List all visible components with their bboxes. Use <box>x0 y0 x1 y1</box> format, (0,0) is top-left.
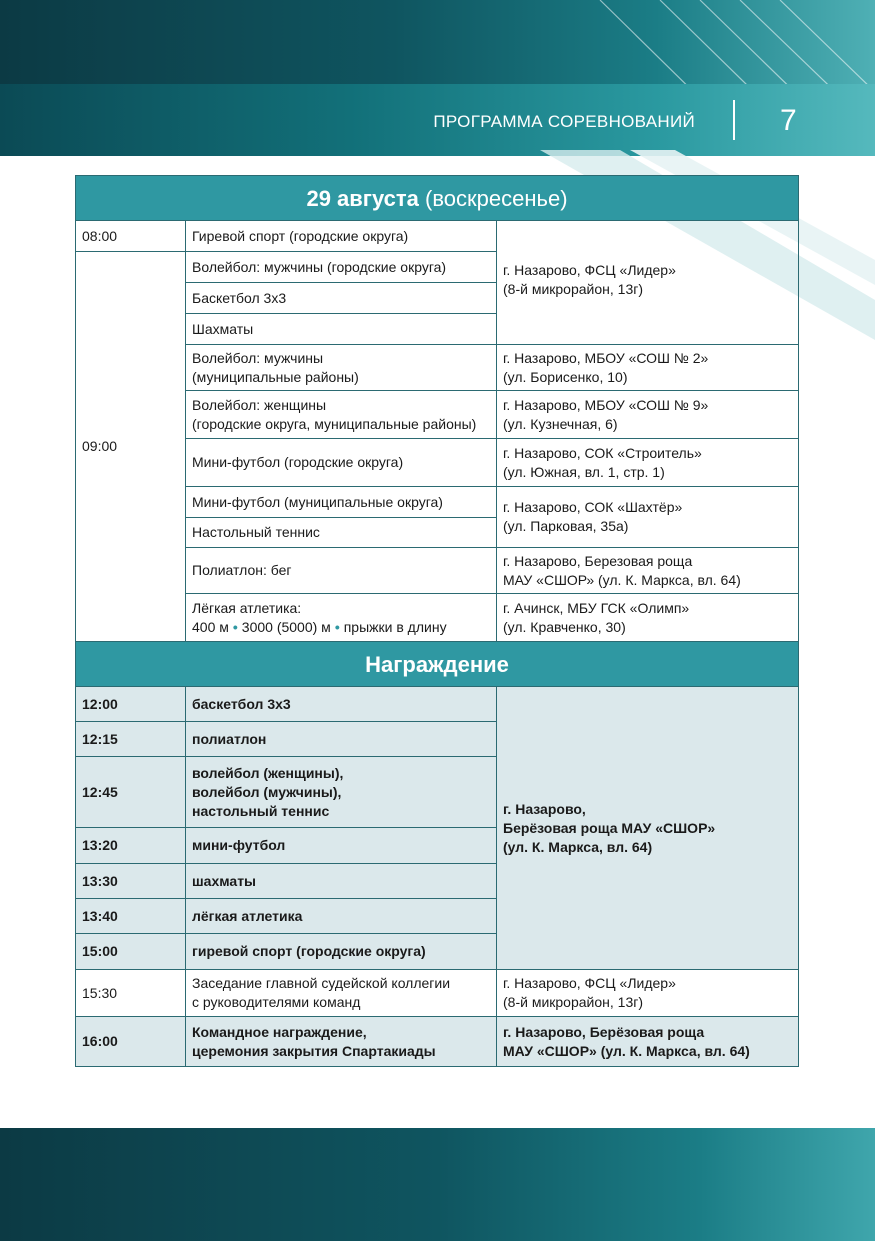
time-cell: 13:20 <box>76 828 186 864</box>
day-header <box>76 176 799 221</box>
venue-line: (8-й микрорайон, 13г) <box>503 994 643 1010</box>
time-cell: 13:40 <box>76 899 186 934</box>
header-separator <box>733 100 735 140</box>
time-cell: 08:00 <box>76 221 186 252</box>
venue-line: г. Назарово, Берёзовая роща <box>503 1023 705 1040</box>
page-header <box>0 0 875 156</box>
venue-cell <box>497 345 799 391</box>
event-cell: Гиревой спорт (городские округа) <box>186 221 497 252</box>
venue-cell <box>497 687 799 970</box>
venue-cell <box>497 221 799 345</box>
venue-cell <box>497 487 799 548</box>
venue-line: (ул. Южная, вл. 1, стр. 1) <box>503 463 665 480</box>
event-cell <box>186 345 497 391</box>
event-cell: Мини-футбол (городские округа) <box>186 439 497 487</box>
venue-cell <box>497 1017 799 1067</box>
venue-line: г. Назарово, ФСЦ «Лидер» <box>503 975 676 991</box>
event-cell: полиатлон <box>186 722 497 757</box>
day-weekday: (воскресенье) <box>425 185 568 211</box>
event-part: 3000 (5000) м <box>241 618 331 635</box>
venue-cell <box>497 391 799 439</box>
event-line: (городские округа, муниципальные районы) <box>192 415 477 432</box>
event-cell <box>186 970 497 1017</box>
schedule-table <box>75 175 799 1067</box>
event-cell: мини-футбол <box>186 828 497 864</box>
event-cell: Мини-футбол (муниципальные округа) <box>186 487 497 518</box>
table-row <box>76 687 799 722</box>
time-cell: 15:00 <box>76 934 186 970</box>
event-cell: Полиатлон: бег <box>186 548 497 594</box>
venue-line: МАУ «СШОР» (ул. К. Маркса, вл. 64) <box>503 1042 750 1059</box>
bullet-dot: • <box>334 618 340 635</box>
event-line: Волейбол: женщины <box>192 396 327 413</box>
venue-line: (8-й микрорайон, 13г) <box>503 281 643 297</box>
venue-line: (ул. Парковая, 35а) <box>503 518 629 534</box>
time-cell: 09:00 <box>76 252 186 642</box>
venue-cell <box>497 439 799 487</box>
event-line <box>192 618 490 637</box>
event-part: прыжки в длину <box>343 618 447 635</box>
time-cell: 12:45 <box>76 757 186 828</box>
event-part: 400 м <box>192 618 229 635</box>
event-line: (муниципальные районы) <box>192 368 359 385</box>
awards-header: Награждение <box>76 642 799 687</box>
event-cell: Волейбол: мужчины (городские округа) <box>186 252 497 283</box>
event-line: с руководителями команд <box>192 994 361 1010</box>
time-cell: 12:00 <box>76 687 186 722</box>
event-cell: лёгкая атлетика <box>186 899 497 934</box>
event-line: Волейбол: мужчины <box>192 349 324 366</box>
table-row <box>76 1017 799 1067</box>
venue-line: г. Назарово, МБОУ «СОШ № 9» <box>503 396 709 413</box>
time-cell: 16:00 <box>76 1017 186 1067</box>
event-line: волейбол (женщины), <box>192 764 344 781</box>
event-cell <box>186 757 497 828</box>
venue-line: г. Назарово, Березовая роща <box>503 552 693 569</box>
venue-line: г. Назарово, ФСЦ «Лидер» <box>503 262 676 278</box>
event-line: Заседание главной судейской коллегии <box>192 975 451 991</box>
event-line: Лёгкая атлетика: <box>192 599 302 616</box>
venue-cell <box>497 970 799 1017</box>
event-cell <box>186 594 497 642</box>
event-cell: Баскетбол 3х3 <box>186 283 497 314</box>
event-line: настольный теннис <box>192 802 330 819</box>
time-cell: 15:30 <box>76 970 186 1017</box>
venue-cell <box>497 594 799 642</box>
venue-line: г. Назарово, СОК «Строитель» <box>503 444 702 461</box>
venue-line: (ул. Кузнечная, 6) <box>503 415 618 432</box>
venue-cell <box>497 548 799 594</box>
venue-line: (ул. Кравченко, 30) <box>503 618 626 635</box>
venue-line: МАУ «СШОР» (ул. К. Маркса, вл. 64) <box>503 571 741 588</box>
venue-line: г. Назарово, МБОУ «СОШ № 2» <box>503 349 709 366</box>
table-row <box>76 221 799 252</box>
venue-line: (ул. К. Маркса, вл. 64) <box>503 838 653 855</box>
event-line: Командное награждение, <box>192 1023 367 1040</box>
venue-line: г. Ачинск, МБУ ГСК «Олимп» <box>503 599 690 616</box>
event-cell <box>186 391 497 439</box>
event-cell: Настольный теннис <box>186 518 497 548</box>
page-footer <box>0 1128 875 1241</box>
venue-line: г. Назарово, <box>503 800 586 817</box>
event-cell <box>186 1017 497 1067</box>
event-cell: гиревой спорт (городские округа) <box>186 934 497 970</box>
event-cell: Шахматы <box>186 314 497 345</box>
venue-line: (ул. Борисенко, 10) <box>503 368 628 385</box>
bullet-dot: • <box>232 618 238 635</box>
venue-line: г. Назарово, СОК «Шахтёр» <box>503 499 683 515</box>
section-title: ПРОГРАММА СОРЕВНОВАНИЙ <box>433 112 695 131</box>
event-line: волейбол (мужчины), <box>192 783 342 800</box>
time-cell: 12:15 <box>76 722 186 757</box>
day-date: 29 августа <box>306 185 419 211</box>
event-cell: баскетбол 3х3 <box>186 687 497 722</box>
event-cell: шахматы <box>186 864 497 899</box>
time-cell: 13:30 <box>76 864 186 899</box>
page-number: 7 <box>780 104 797 137</box>
event-line: церемония закрытия Спартакиады <box>192 1042 436 1059</box>
venue-line: Берёзовая роща МАУ «СШОР» <box>503 819 716 836</box>
table-row <box>76 970 799 1017</box>
